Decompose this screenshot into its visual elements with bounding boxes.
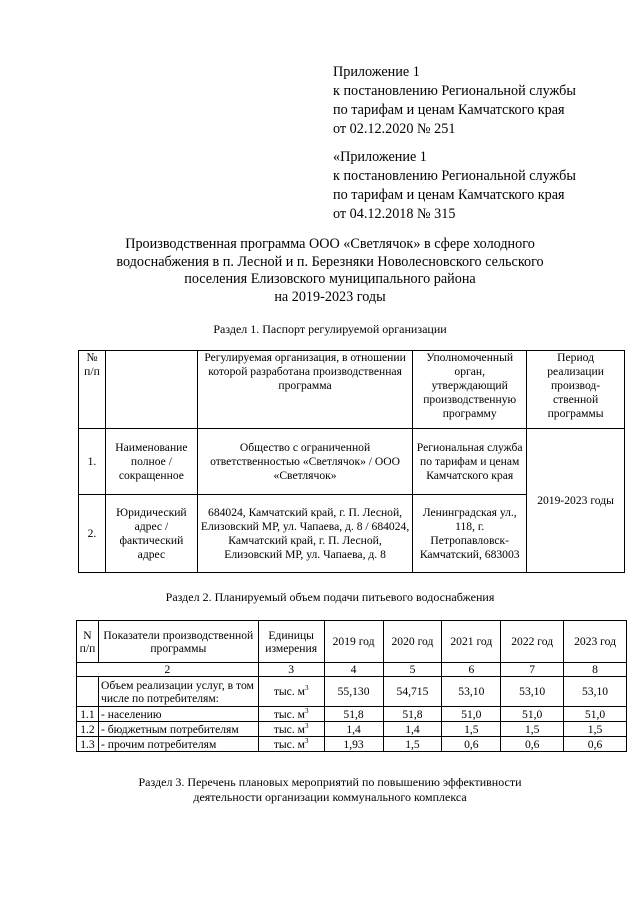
volume-value: 53,10 bbox=[564, 677, 627, 707]
volume-value: 1,93 bbox=[324, 737, 383, 752]
volume-value: 0,6 bbox=[564, 737, 627, 752]
annex-current-line: по тарифам и ценам Камчатского края bbox=[333, 102, 565, 118]
volume-index-cell: 2 bbox=[77, 663, 259, 677]
volume-row-name: - населению bbox=[98, 707, 258, 722]
volume-row bbox=[77, 722, 627, 737]
annex-original-line: по тарифам и ценам Камчатского края bbox=[333, 187, 565, 203]
volume-value: 51,0 bbox=[501, 707, 564, 722]
volume-index-cell: 6 bbox=[442, 663, 501, 677]
passport-header-blank bbox=[105, 351, 197, 429]
unit-superscript: 3 bbox=[304, 736, 309, 745]
volume-row-unit bbox=[258, 737, 324, 752]
volume-row-unit bbox=[258, 722, 324, 737]
title-line: водоснабжения в п. Лесной и п. Березняки Новолесновского сельского bbox=[116, 253, 544, 270]
volume-value: 0,6 bbox=[442, 737, 501, 752]
volume-value: 1,4 bbox=[383, 722, 442, 737]
annex-current-line: Приложение 1 bbox=[333, 64, 420, 80]
volume-header-row bbox=[77, 621, 627, 663]
annex-original bbox=[333, 148, 576, 224]
section3-title-line: деятельности организации коммунального комплекса bbox=[193, 790, 467, 804]
volume-index-cell: 3 bbox=[258, 663, 324, 677]
section3-title bbox=[40, 775, 620, 805]
volume-value: 1,5 bbox=[564, 722, 627, 737]
volume-value: 55,130 bbox=[324, 677, 383, 707]
volume-index-cell: 7 bbox=[501, 663, 564, 677]
passport-row-org: Общество с ограниченной ответственностью «Светлячок» / ООО «Светлячок» bbox=[197, 429, 412, 495]
volume-index-cell: 8 bbox=[564, 663, 627, 677]
passport-header-period: Период реализации производ-ственной программы bbox=[527, 351, 625, 429]
volume-header-indicator: Показатели производственной программы bbox=[98, 621, 258, 663]
volume-row-num bbox=[77, 677, 99, 707]
volume-row bbox=[77, 677, 627, 707]
volume-value: 51,0 bbox=[442, 707, 501, 722]
volume-value: 1,5 bbox=[383, 737, 442, 752]
unit-text: тыс. м bbox=[273, 722, 305, 736]
title-line: на 2019-2023 годы bbox=[274, 288, 386, 305]
unit-text: тыс. м bbox=[273, 685, 305, 698]
unit-superscript: 3 bbox=[304, 721, 309, 730]
annex-original-line: к постановлению Региональной службы bbox=[333, 168, 576, 184]
volume-value: 1,5 bbox=[501, 722, 564, 737]
unit-superscript: 3 bbox=[304, 706, 309, 715]
volume-header-year: 2019 год bbox=[324, 621, 383, 663]
title-line: Производственная программа ООО «Светлячок» в сфере холодного bbox=[125, 236, 535, 252]
volume-header-unit: Единицы измерения bbox=[258, 621, 324, 663]
volume-row-name: Объем реализации услуг, в том числе по потребителям: bbox=[98, 677, 258, 707]
passport-row-authority: Региональная служба по тарифам и ценам Камчатского края bbox=[413, 429, 527, 495]
section1-title: Раздел 1. Паспорт регулируемой организации bbox=[213, 322, 447, 336]
volume-header-num: N п/п bbox=[77, 621, 99, 663]
volume-row bbox=[77, 707, 627, 722]
volume-row bbox=[77, 737, 627, 752]
volume-value: 51,8 bbox=[383, 707, 442, 722]
passport-table bbox=[78, 350, 625, 573]
annex-current bbox=[333, 63, 576, 139]
passport-header-authority: Уполномоченный орган, утверждающий производственную программу bbox=[413, 351, 527, 429]
annex-current-line: от 02.12.2020 № 251 bbox=[333, 121, 456, 137]
annex-original-line: «Приложение 1 bbox=[333, 149, 427, 165]
unit-text: тыс. м bbox=[273, 707, 305, 721]
document-title bbox=[60, 236, 600, 306]
volume-row-name: - бюджетным потребителям bbox=[98, 722, 258, 737]
volume-index-cell: 4 bbox=[324, 663, 383, 677]
volume-value: 1,4 bbox=[324, 722, 383, 737]
passport-period: 2019-2023 годы bbox=[527, 429, 625, 573]
section3-title-line: Раздел 3. Перечень плановых мероприятий по повышению эффективности bbox=[138, 775, 522, 789]
unit-superscript: 3 bbox=[304, 684, 309, 693]
passport-row-num: 2. bbox=[79, 495, 106, 573]
section2-title: Раздел 2. Планируемый объем подачи питьевого водоснабжения bbox=[165, 590, 495, 604]
volume-value: 1,5 bbox=[442, 722, 501, 737]
passport-header-row bbox=[79, 351, 625, 429]
volume-header-year: 2022 год bbox=[501, 621, 564, 663]
volume-row-unit bbox=[258, 707, 324, 722]
annex-original-line: от 04.12.2018 № 315 bbox=[333, 206, 456, 222]
volume-index-row bbox=[77, 663, 627, 677]
volume-row-unit bbox=[258, 677, 324, 707]
volume-value: 0,6 bbox=[501, 737, 564, 752]
annex-current-line: к постановлению Региональной службы bbox=[333, 83, 576, 99]
title-line: поселения Елизовского муниципального района bbox=[184, 271, 476, 287]
volume-row-num: 1.2 bbox=[77, 722, 99, 737]
volume-row-num: 1.3 bbox=[77, 737, 99, 752]
volume-value: 53,10 bbox=[442, 677, 501, 707]
volume-row-name: - прочим потребителям bbox=[98, 737, 258, 752]
volume-table bbox=[76, 620, 627, 752]
passport-row-num: 1. bbox=[79, 429, 106, 495]
volume-header-year: 2021 год bbox=[442, 621, 501, 663]
volume-header-year: 2020 год bbox=[383, 621, 442, 663]
passport-row-authority: Ленинградская ул., 118, г. Петропавловск-Камчатский, 683003 bbox=[413, 495, 527, 573]
unit-text: тыс. м bbox=[273, 737, 305, 751]
passport-row-label: Юридический адрес / фактический адрес bbox=[105, 495, 197, 573]
passport-row-org: 684024, Камчатский край, г. П. Лесной, Елизовский МР, ул. Чапаева, д. 8 / 684024, Камчатский край, г. П. Лесной, Елизовский МР, ул. Чапаева, д. 8 bbox=[197, 495, 412, 573]
volume-row-num: 1.1 bbox=[77, 707, 99, 722]
passport-header-org: Регулируемая организация, в отношении которой разработана производственная программа bbox=[197, 351, 412, 429]
volume-value: 54,715 bbox=[383, 677, 442, 707]
passport-row-label: Наименование полное / сокращенное bbox=[105, 429, 197, 495]
volume-index-cell: 5 bbox=[383, 663, 442, 677]
volume-header-year: 2023 год bbox=[564, 621, 627, 663]
passport-header-num: № п/п bbox=[79, 351, 106, 429]
volume-value: 53,10 bbox=[501, 677, 564, 707]
volume-value: 51,8 bbox=[324, 707, 383, 722]
passport-row bbox=[79, 429, 625, 495]
volume-value: 51,0 bbox=[564, 707, 627, 722]
